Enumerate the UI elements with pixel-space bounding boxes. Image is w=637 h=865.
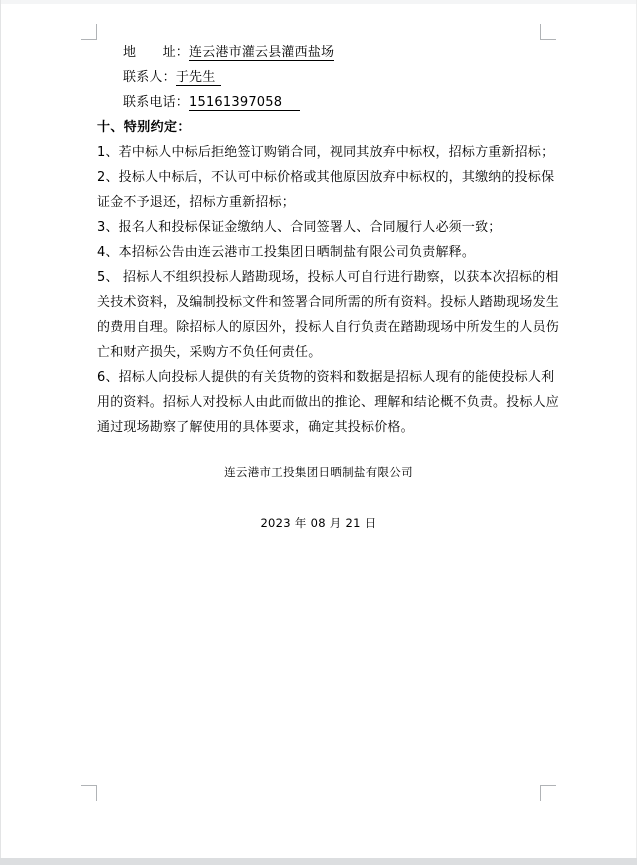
clause-line: 关技术资料，及编制投标文件和签署合同所需的所有资料。投标人踏勘现场发生 — [97, 295, 560, 310]
clause-line: 6、招标人向投标人提供的有关货物的资料和数据是招标人现有的能使投标人利 — [97, 370, 555, 385]
address-label: 地 址： — [123, 45, 190, 60]
margin-mark-top-right-icon — [540, 24, 556, 40]
address-value: 连云港市灌云县灌西盐场 — [189, 45, 335, 60]
clause-line: 5、 招标人不组织投标人踏勘现场，投标人可自行进行勘察，以获本次招标的相 — [97, 270, 559, 285]
clause-line: 1、若中标人中标后拒绝签订购销合同，视同其放弃中标权，招标方重新招标； — [97, 145, 555, 160]
section-heading: 十、特别约定： — [97, 120, 191, 135]
contact-person-value: 于先生 — [176, 70, 222, 86]
clause-line: 2、投标人中标后，不认可中标价格或其他原因放弃中标权的，其缴纳的投标保 — [97, 170, 555, 185]
clause-line: 4、本招标公告由连云港市工投集团日晒制盐有限公司负责解释。 — [97, 245, 476, 260]
margin-mark-bottom-left-icon — [81, 785, 97, 801]
clause-line: 3、报名人和投标保证金缴纳人、合同签署人、合同履行人必须一致； — [97, 220, 502, 235]
issuer-signature: 连云港市工投集团日晒制盐有限公司 — [224, 465, 413, 479]
app-background-top-strip — [0, 0, 637, 4]
clause-line: 证金不予退还，招标方重新招标； — [97, 195, 296, 210]
margin-mark-top-left-icon — [81, 24, 97, 40]
clause-line: 亡和财产损失，采购方不负任何责任。 — [97, 345, 322, 360]
issue-date: 2023 年 08 月 21 日 — [260, 516, 377, 530]
phone-label: 联系电话： — [123, 95, 190, 110]
clause-line: 用的资料。招标人对投标人由此而做出的推论、理解和结论概不负责。投标人应 — [97, 395, 560, 410]
phone-value: 15161397058 — [189, 95, 300, 111]
clause-line: 通过现场勘察了解使用的具体要求，确定其投标价格。 — [97, 420, 414, 435]
document-body — [97, 40, 560, 440]
margin-mark-bottom-right-icon — [540, 785, 556, 801]
phone-line — [97, 90, 543, 115]
clause-line: 的费用自理。除招标人的原因外，投标人自行负责在踏勘现场中所发生的人员伤 — [97, 320, 560, 335]
contact-person-line — [97, 65, 543, 90]
page-left-edge — [0, 0, 1, 865]
address-line — [97, 40, 543, 65]
app-background-bottom-strip — [0, 858, 637, 865]
contact-person-label: 联系人： — [123, 70, 176, 85]
